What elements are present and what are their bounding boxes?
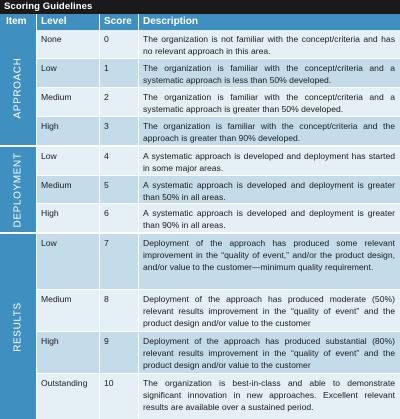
cell-score: 7 — [104, 238, 109, 248]
table-row — [36, 88, 400, 116]
row-divider — [36, 87, 400, 88]
column-divider — [99, 30, 100, 419]
cell-score: 1 — [104, 63, 109, 73]
cell-level: Medium — [41, 294, 72, 304]
cell-description: Deployment of the approach has produced substantial (80%) relevant results improvement in the “quality of event” and the product design and/or value to the customer — [143, 336, 395, 371]
row-divider — [36, 373, 400, 374]
row-divider — [36, 203, 400, 204]
cell-score: 6 — [104, 208, 109, 218]
header-divider — [36, 14, 37, 30]
row-divider — [36, 116, 400, 117]
cell-score: 8 — [104, 294, 109, 304]
cell-level: Medium — [41, 180, 72, 190]
cell-level: High — [41, 208, 59, 218]
column-divider — [138, 30, 139, 419]
cell-level: None — [41, 34, 62, 44]
cell-score: 2 — [104, 92, 109, 102]
cell-description: The organization is best-in-class and able to demonstrate significant innovation in new approaches. Excellent relevant results are available over a sustained period. — [143, 378, 395, 413]
header-item: Item — [6, 16, 27, 27]
cell-score: 5 — [104, 180, 109, 190]
cell-description: Deployment of the approach has produced moderate (50%) relevant results improvement in the “quality of event” and the product design and/or value to the customer — [143, 294, 395, 329]
table-title: Scoring Guidelines — [0, 0, 400, 14]
cell-level: High — [41, 121, 59, 131]
cell-level: High — [41, 336, 59, 346]
table-row — [36, 204, 400, 232]
cell-description: A systematic approach is developed and deployment is greater than 90% in all areas. — [143, 208, 395, 231]
table-row — [36, 234, 400, 289]
group-label-approach: APPROACH — [12, 57, 24, 118]
table-row — [36, 30, 400, 58]
cell-score: 3 — [104, 121, 109, 131]
group-label-deployment: DEPLOYMENT — [12, 152, 24, 227]
group-divider — [0, 232, 400, 234]
table-row — [36, 147, 400, 175]
cell-description: The organization is familiar with the concept/criteria and a systematic approach is less than 50% developed. — [143, 63, 395, 86]
row-divider — [36, 175, 400, 176]
cell-description: The organization is not familiar with the concept/criteria and has no relevant approach in this area. — [143, 34, 395, 57]
cell-score: 4 — [104, 151, 109, 161]
row-divider — [36, 58, 400, 59]
cell-level: Low — [41, 238, 57, 248]
cell-level: Medium — [41, 92, 72, 102]
group-deployment — [0, 147, 36, 232]
table-header-row — [0, 14, 400, 30]
cell-score: 10 — [104, 378, 114, 388]
header-divider — [99, 14, 100, 30]
cell-level: Low — [41, 151, 57, 161]
row-divider — [36, 331, 400, 332]
header-level: Level — [41, 16, 67, 27]
column-divider — [36, 30, 37, 419]
group-approach — [0, 30, 36, 145]
table-row — [36, 117, 400, 145]
table-row — [36, 290, 400, 331]
cell-description: A systematic approach is developed and deployment is greater than 50% in all areas. — [143, 180, 395, 203]
group-divider — [0, 145, 400, 147]
header-divider — [138, 14, 139, 30]
cell-level: Low — [41, 63, 57, 73]
cell-description: Deployment of the approach has produced some relevant improvement in the “quality of event,” and/or the product design, and/or value to the customer—minimum quality requirement. — [143, 238, 395, 273]
cell-description: A systematic approach is developed and deployment has started in some major areas. — [143, 151, 395, 174]
table-row — [36, 332, 400, 373]
header-score: Score — [104, 16, 132, 27]
header-description: Description — [143, 16, 199, 27]
row-divider — [36, 289, 400, 290]
cell-level: Outstanding — [41, 378, 88, 388]
cell-score: 0 — [104, 34, 109, 44]
group-results — [0, 234, 36, 419]
cell-description: The organization is familiar with the concept/criteria and a systematic approach is greater than 50% developed. — [143, 92, 395, 115]
table-row — [36, 176, 400, 203]
table-row — [36, 59, 400, 87]
group-label-results: RESULTS — [12, 301, 24, 352]
cell-score: 9 — [104, 336, 109, 346]
cell-description: The organization is familiar with the concept/criteria and the approach is greater than 90% developed. — [143, 121, 395, 144]
table-row — [36, 374, 400, 419]
